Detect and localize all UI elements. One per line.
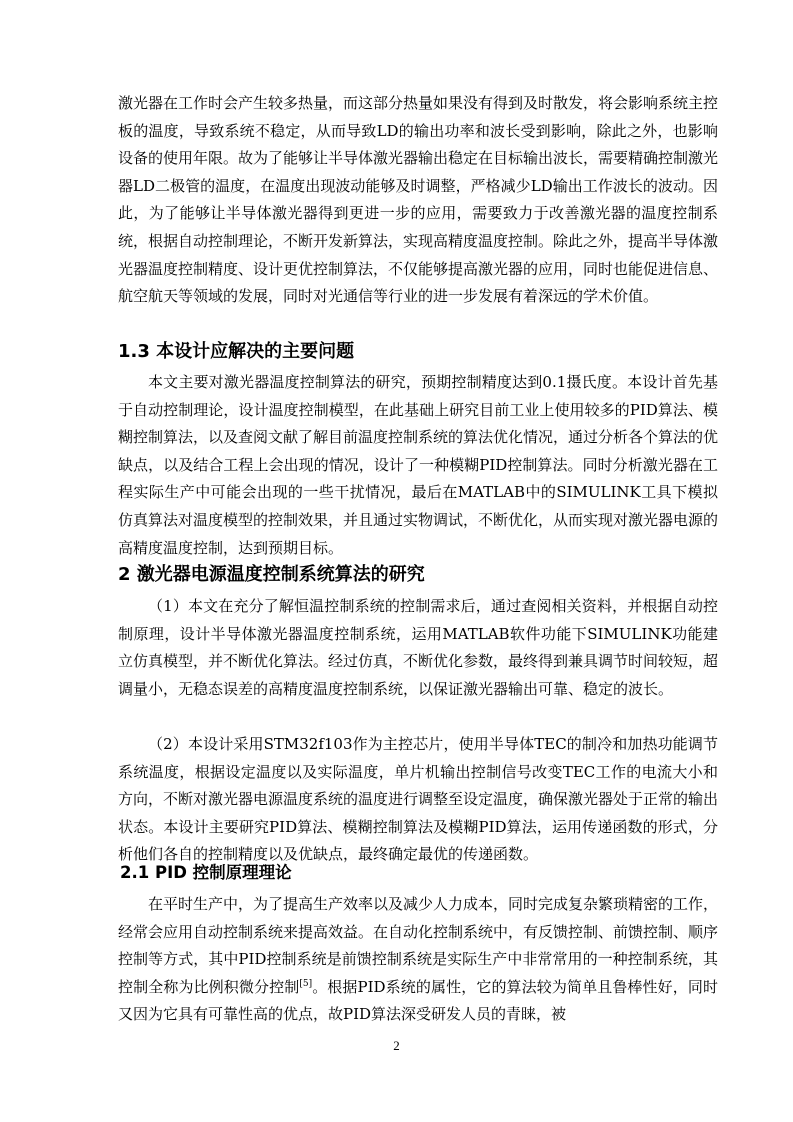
section-2-paragraph-2: （2）本设计采用STM32f103作为主控芯片，使用半导体TEC的制冷和加热功能调节系统温度，根据设定温度以及实际温度，单片机输出控制信号改变TEC工作的电流大小和方向，不断对激光器电源温度系统的温度进行调整至设定温度，确保激光器处于正常的输出状态。本设计主要研究PID算法、模糊控制算法及模糊PID算法，运用传递函数的形式，分析他们各自的控制精度以及优缺点，最终确定最优的传递函数。 [118, 735, 719, 864]
section-heading-2-1: 2.1 PID 控制原理理论 [120, 863, 292, 882]
section-1-3-paragraph: 本文主要对激光器温度控制算法的研究，预期控制精度达到0.1摄氏度。本设计首先基于自动控制理论，设计温度控制模型，在此基础上研究目前工业上使用较多的PID算法、模糊控制算法，以及查阅文献了解目前温度控制系统的算法优化情况，通过分析各个算法的优缺点，以及结合工程上会出现的情况，设计了一种模糊PID控制算法。同时分析激光器在工程实际生产中可能会出现的一些干扰情况，最后在MATLAB中的SIMULINK工具下模拟仿真算法对温度模型的控制效果，并且通过实物调试，不断优化，从而实现对激光器电源的高精度温度控制，达到预期目标。 [118, 373, 719, 557]
section-2-1-text-before-ref: 在平时生产中，为了提高生产效率以及减少人力成本，同时完成复杂繁琐精密的工作，经常会应用自动控制系统来提高效益。在自动化控制系统中，有反馈控制、前馈控制、顺序控制等方式，其中PID控制系统是前馈控制系统是实际生产中非常常用的一种控制系统，其控制全称为比例积微分控制 [118, 895, 719, 996]
section-2-1-paragraph [118, 891, 718, 1029]
section-2-paragraph-1: （1）本文在充分了解恒温控制系统的控制需求后，通过查阅相关资料，并根据自动控制原理，设计半导体激光器温度控制系统，运用MATLAB软件功能下SIMULINK功能建立仿真模型，并不断优化算法。经过仿真，不断优化参数，最终得到兼具调节时间较短，超调量小，无稳态误差的高精度温度控制系统，以保证激光器输出可靠、稳定的波长。 [118, 597, 719, 698]
section-heading-1-3: 1.3 本设计应解决的主要问题 [118, 341, 355, 362]
section-2-1-text-after-ref: 。根据PID系统的属性，它的算法较为简单且鲁棒性好，同时又因为它具有可靠性高的优点，故PID算法深受研发人员的青睐，被 [118, 977, 718, 1024]
section-heading-2: 2 激光器电源温度控制系统算法的研究 [118, 564, 425, 585]
citation-ref[interactable]: [5] [299, 978, 313, 989]
page-number: 2 [393, 1038, 400, 1053]
intro-paragraph: 激光器在工作时会产生较多热量，而这部分热量如果没有得到及时散发，将会影响系统主控板的温度，导致系统不稳定，从而导致LD的输出功率和波长受到影响，除此之外，也影响设备的使用年限。故为了能够让半导体激光器输出稳定在目标输出波长，需要精确控制激光器LD二极管的温度，在温度出现波动能够及时调整，严格减少LD输出工作波长的波动。因此，为了能够让半导体激光器得到更进一步的应用，需要致力于改善激光器的温度控制系统，根据自动控制理论，不断开发新算法，实现高精度温度控制。除此之外，提高半导体激光器温度控制精度、设计更优控制算法，不仅能够提高激光器的应用，同时也能促进信息、航空航天等领域的发展，同时对光通信等行业的进一步发展有着深远的学术价值。 [118, 94, 719, 306]
